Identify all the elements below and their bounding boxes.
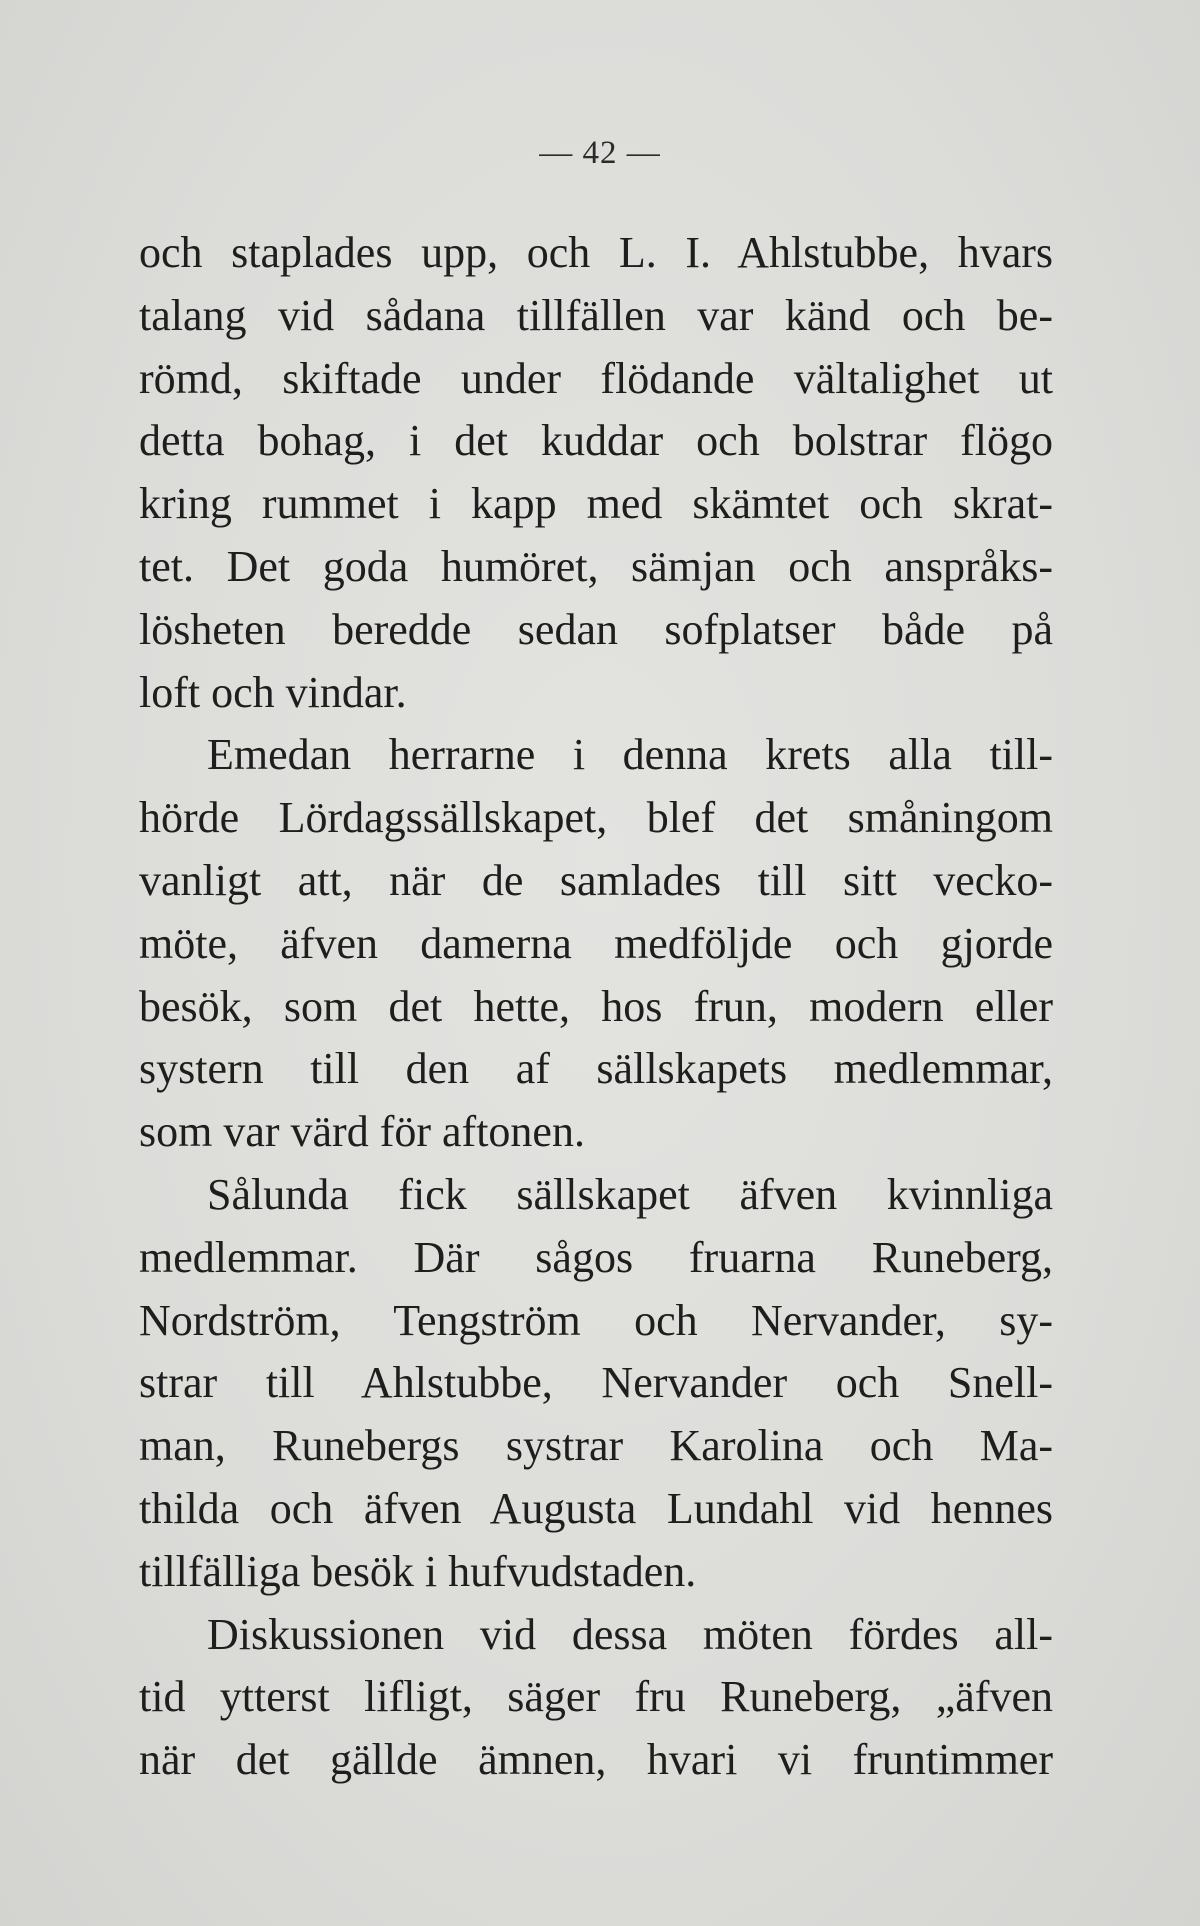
text-line: tid ytterst lifligt, säger fru Runeberg, „äfven xyxy=(139,1672,1053,1722)
body-text xyxy=(139,222,1053,1792)
text-line: hörde Lördagssällskapet, blef det småningom xyxy=(139,793,1053,843)
text-line: man, Runebergs systrar Karolina och Ma- xyxy=(139,1421,1053,1471)
text-line: detta bohag, i det kuddar och bolstrar flögo xyxy=(139,416,1053,466)
text-line: thilda och äfven Augusta Lundahl vid hennes xyxy=(139,1483,1053,1533)
text-line: och staplades upp, och L. I. Ahlstubbe, hvars xyxy=(139,228,1053,277)
text-line: tillfälliga besök i hufvudstaden. xyxy=(139,1546,697,1596)
text-line: möte, äfven damerna medföljde och gjorde xyxy=(139,918,1053,968)
text-line: när det gällde ämnen, hvari vi fruntimmer xyxy=(139,1735,1053,1785)
text-line: strar till Ahlstubbe, Nervander och Snell- xyxy=(139,1358,1053,1408)
text-line: talang vid sådana tillfällen var känd och be- xyxy=(139,290,1053,340)
text-line: tet. Det goda humöret, sämjan och anspråks- xyxy=(139,541,1053,591)
text-line: systern till den af sällskapets medlemmar, xyxy=(139,1044,1053,1094)
text-line: kring rummet i kapp med skämtet och skrat- xyxy=(139,479,1053,529)
page-number: — 42 — xyxy=(539,135,661,171)
text-line: som var värd för aftonen. xyxy=(139,1107,585,1157)
text-line: römd, skiftade under flödande vältalighet ut xyxy=(139,353,1053,403)
text-line: Diskussionen vid dessa möten fördes all- xyxy=(207,1609,1053,1659)
text-line: loft och vindar. xyxy=(139,667,407,717)
text-line: besök, som det hette, hos frun, modern eller xyxy=(139,981,1053,1031)
text-line: medlemmar. Där sågos fruarna Runeberg, xyxy=(139,1232,1053,1282)
text-line: Nordström, Tengström och Nervander, sy- xyxy=(139,1295,1053,1345)
text-line: Sålunda fick sällskapet äfven kvinnliga xyxy=(207,1169,1053,1219)
text-line: vanligt att, när de samlades till sitt vecko- xyxy=(139,855,1053,905)
text-line: lösheten beredde sedan sofplatser både på xyxy=(139,604,1053,654)
text-line: Emedan herrarne i denna krets alla till- xyxy=(207,730,1053,780)
